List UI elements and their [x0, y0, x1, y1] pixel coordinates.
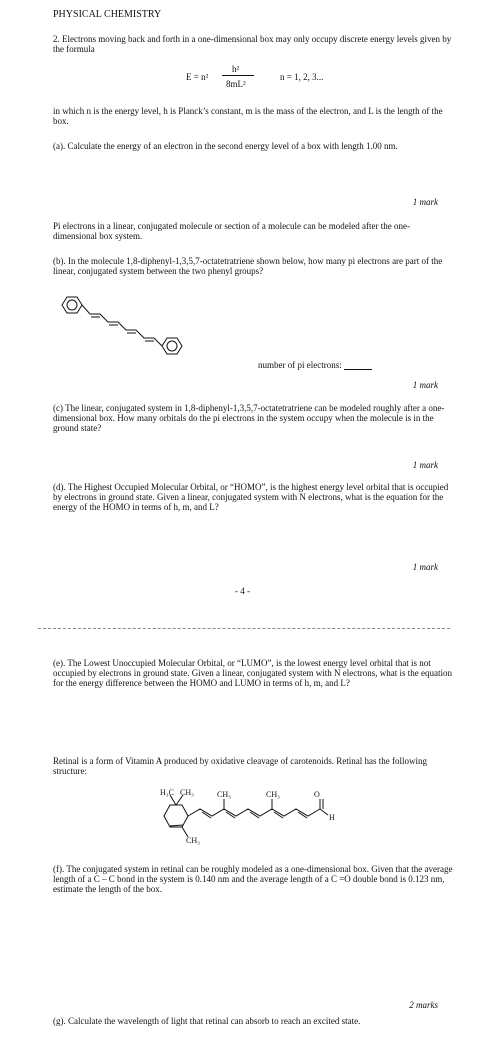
part-e-text: (e). The Lowest Unoccupied Molecular Orbital, or “LUMO”, is the lowest energy level orbital that is not occupied by electrons in ground state. Given a linear, conjugated system with N electrons, what is the equation for the energy difference between the HOMO and LUMO in terms of h, m, and L? — [53, 658, 453, 688]
formula-explanation: in which n is the energy level, h is Planck’s constant, m is the mass of the electron, and L is the length of the box. — [53, 106, 443, 126]
page-break-divider — [38, 628, 450, 629]
diphenyl-octatetraene-structure — [55, 292, 205, 362]
part-d-text: (d). The Highest Occupied Molecular Orbital, or “HOMO”, is the highest energy level orbital that is occupied by electrons in ground state. Given a linear, conjugated system with N electrons, what is the equation for the energy of the HOMO in terms of h, m, and L? — [53, 482, 449, 512]
pi-electrons-answer-line[interactable] — [344, 361, 372, 370]
page-number: - 4 - — [235, 586, 250, 596]
part-c-mark: 1 mark — [412, 460, 438, 470]
retinal-intro-text: Retinal is a form of Vitamin A produced by oxidative cleavage of carotenoids. Retinal has the following structure: — [53, 756, 427, 776]
part-d-mark: 1 mark — [412, 562, 438, 572]
ch3-label-b: CH₃ — [217, 790, 231, 799]
formula-energy: E = n² — [186, 72, 209, 82]
formula-denominator: 8mL² — [226, 79, 246, 89]
hydrogen-label: H — [329, 813, 335, 822]
part-f-text: (f). The conjugated system in retinal can be roughly modeled as a one-dimensional box. Given that the average length of a C – C bond in the system is 0.140 nm and the average length of a C =O double bond is 0.123 nm, estimate the length of the box. — [53, 864, 453, 894]
part-c-text: (c) The linear, conjugated system in 1,8-diphenyl-1,3,5,7-octatetratriene can be modeled roughly after a one-dimensional box. How many orbitals do the pi electrons in the system occupy when the molecule is in the ground state? — [53, 403, 445, 433]
pi-electrons-label: number of pi electrons: — [258, 360, 372, 370]
formula-numerator: h² — [232, 64, 240, 74]
part-b-text: (b). In the molecule 1,8-diphenyl-1,3,5,7-octatetratriene shown below, how many pi electrons are part of the linear, conjugated system between the two phenyl groups? — [53, 256, 443, 276]
part-a-mark: 1 mark — [412, 197, 438, 207]
page-title: PHYSICAL CHEMISTRY — [53, 9, 162, 20]
part-b-mark: 1 mark — [412, 380, 438, 390]
part-g-text: (g). Calculate the wavelength of light that retinal can absorb to reach an excited state. — [53, 1016, 361, 1026]
oxygen-label: O — [314, 790, 320, 799]
formula-n-values: n = 1, 2, 3... — [280, 72, 324, 82]
part-a-text: (a). Calculate the energy of an electron in the second energy level of a box with length 1.00 nm. — [53, 141, 398, 151]
part-f-mark: 2 marks — [409, 1000, 438, 1010]
fraction-bar — [222, 75, 254, 76]
ch3-label-a: CH₃ — [180, 788, 194, 797]
h3c-label: H₃C — [160, 788, 174, 797]
pi-intro-text: Pi electrons in a linear, conjugated molecule or section of a molecule can be modeled after the one-dimensional box system. — [53, 221, 410, 241]
question-intro: 2. Electrons moving back and forth in a one-dimensional box may only occupy discrete energy levels given by the formula — [53, 34, 452, 54]
ch3-label-c: CH₃ — [266, 790, 280, 799]
ch3-label-d: CH₃ — [186, 836, 200, 845]
